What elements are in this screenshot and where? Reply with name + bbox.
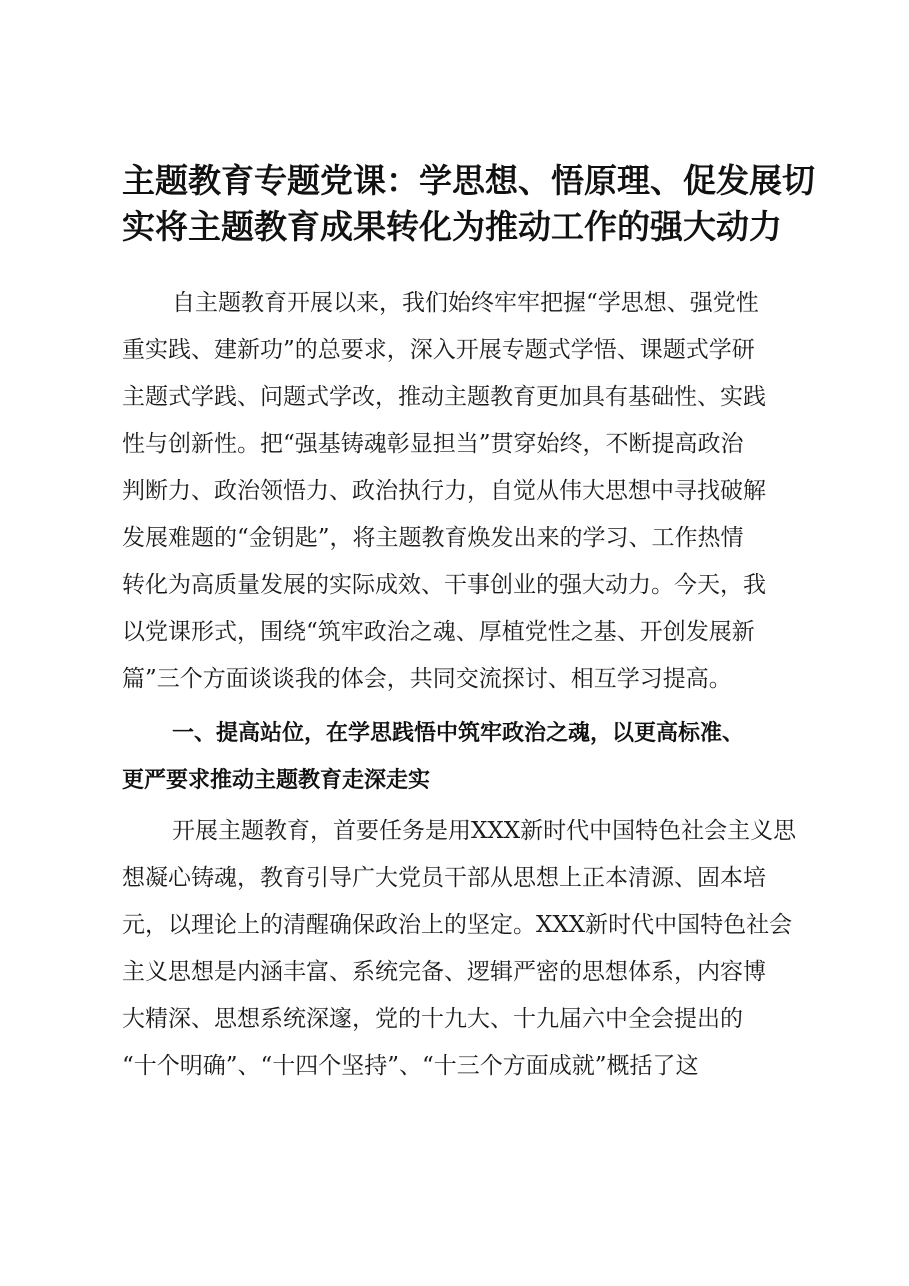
paragraph-line: 发展难题的“金钥匙”，将主题教育焕发出来的学习、工作热情 — [122, 525, 744, 551]
paragraph-line: 主题式学践、问题式学改，推动主题教育更加具有基础性、实践 — [122, 384, 766, 410]
paragraph-line: 大精深、思想系统深邃，党的十九大、十九届六中全会提出的 — [122, 1006, 743, 1032]
title-line-2: 实将主题教育成果转化为推动工作的强大动力 — [122, 207, 782, 246]
heading-line: 更严要求推动主题教育走深走实 — [122, 768, 431, 793]
title-line-1: 主题教育专题党课：学思想、悟原理、促发展切 — [122, 161, 815, 200]
document-title — [122, 158, 834, 250]
paragraph-line: 自主题教育开展以来，我们始终牢牢把握“学思想、强党性 — [172, 290, 759, 316]
paragraph-line: 以党课形式，围绕“筑牢政治之魂、厚植党性之基、开创发展新 — [122, 619, 755, 645]
paragraph-line: 元，以理论上的清醒确保政治上的坚定。XXX新时代中国特色社会 — [122, 912, 793, 938]
paragraph-line: 性与创新性。把“强基铸魂彰显担当”贯穿始终，不断提高政治 — [122, 431, 744, 457]
section-heading — [122, 710, 822, 804]
paragraph-line: 转化为高质量发展的实际成效、干事创业的强大动力。今天，我 — [122, 572, 766, 598]
intro-paragraph — [122, 280, 822, 703]
paragraph-line: 篇”三个方面谈谈我的体会，共同交流探讨、相互学习提高。 — [122, 666, 732, 692]
section-paragraph — [122, 808, 822, 1090]
paragraph-line: “十个明确”、“十四个坚持”、“十三个方面成就”概括了这 — [122, 1053, 699, 1079]
paragraph-line: 开展主题教育，首要任务是用XXX新时代中国特色社会主义思 — [172, 818, 797, 844]
paragraph-line: 主义思想是内涵丰富、系统完备、逻辑严密的思想体系，内容博 — [122, 959, 766, 985]
paragraph-line: 想凝心铸魂，教育引导广大党员干部从思想上正本清源、固本培 — [122, 865, 766, 891]
paragraph-line: 重实践、建新功”的总要求，深入开展专题式学悟、课题式学研 — [122, 337, 755, 363]
heading-line: 一、提高站位，在学思践悟中筑牢政治之魂，以更高标准、 — [172, 721, 745, 746]
paragraph-line: 判断力、政治领悟力、政治执行力，自觉从伟大思想中寻找破解 — [122, 478, 766, 504]
